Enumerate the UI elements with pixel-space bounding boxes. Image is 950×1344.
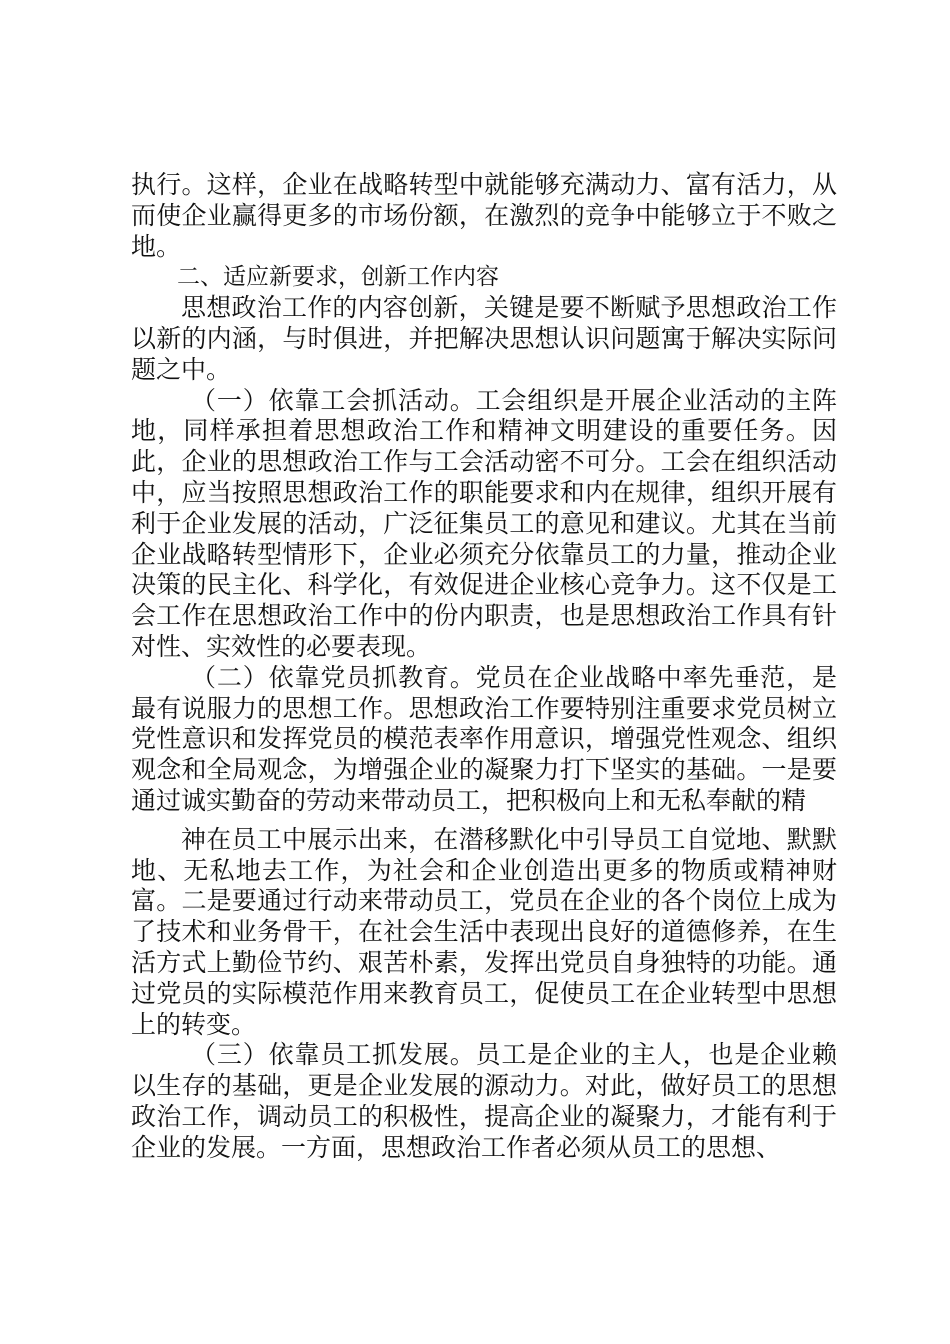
section-heading: 二、适应新要求，创新工作内容 [177, 264, 499, 291]
paragraph-continuation: 执行。这样，企业在战略转型中就能够充满动力、富有活力，从而使企业赢得更多的市场份额，在激烈的竞争中能够立于不败之地。 [131, 170, 837, 261]
paragraph-item-3: （三）依靠员工抓发展。员工是企业的主人，也是企业赖以生存的基础，更是企业发展的源动力。对此，做好员工的思想政治工作，调动员工的积极性，提高企业的凝聚力，才能有利于企业的发展。一方面，思想政治工作者必须从员工的思想、 [131, 1040, 837, 1162]
document-body [131, 170, 837, 1164]
paragraph-item-1: （一）依靠工会抓活动。工会组织是开展企业活动的主阵地，同样承担着思想政治工作和精神文明建设的重要任务。因此，企业的思想政治工作与工会活动密不可分。工会在组织活动中，应当按照思想政治工作的职能要求和内在规律，组织开展有利于企业发展的活动，广泛征集员工的意见和建议。尤其在当前企业战略转型情形下，企业必须充分依靠员工的力量，推动企业决策的民主化、科学化，有效促进企业核心竞争力。这不仅是工会工作在思想政治工作中的份内职责，也是思想政治工作具有针对性、实效性的必要表现。 [131, 385, 837, 661]
paragraph-item-2-continued: 神在员工中展示出来，在潜移默化中引导员工自觉地、默默地、无私地去工作，为社会和企业创造出更多的物质或精神财富。二是要通过行动来带动员工，党员在企业的各个岗位上成为了技术和业务骨干，在社会生活中表现出良好的道德修养，在生活方式上勤俭节约、艰苦朴素，发挥出党员自身独特的功能。通过党员的实际模范作用来教育员工，促使员工在企业转型中思想上的转变。 [131, 824, 837, 1039]
paragraph-intro: 思想政治工作的内容创新，关键是要不断赋予思想政治工作以新的内涵，与时俱进，并把解决思想认识问题寓于解决实际问题之中。 [131, 293, 837, 384]
paragraph-item-2: （二）依靠党员抓教育。党员在企业战略中率先垂范，是最有说服力的思想工作。思想政治工作要特别注重要求党员树立党性意识和发挥党员的模范表率作用意识，增强党性观念、组织观念和全局观念，为增强企业的凝聚力打下坚实的基础。一是要通过诚实勤奋的劳动来带动员工，把积极向上和无私奉献的精 [131, 662, 837, 815]
